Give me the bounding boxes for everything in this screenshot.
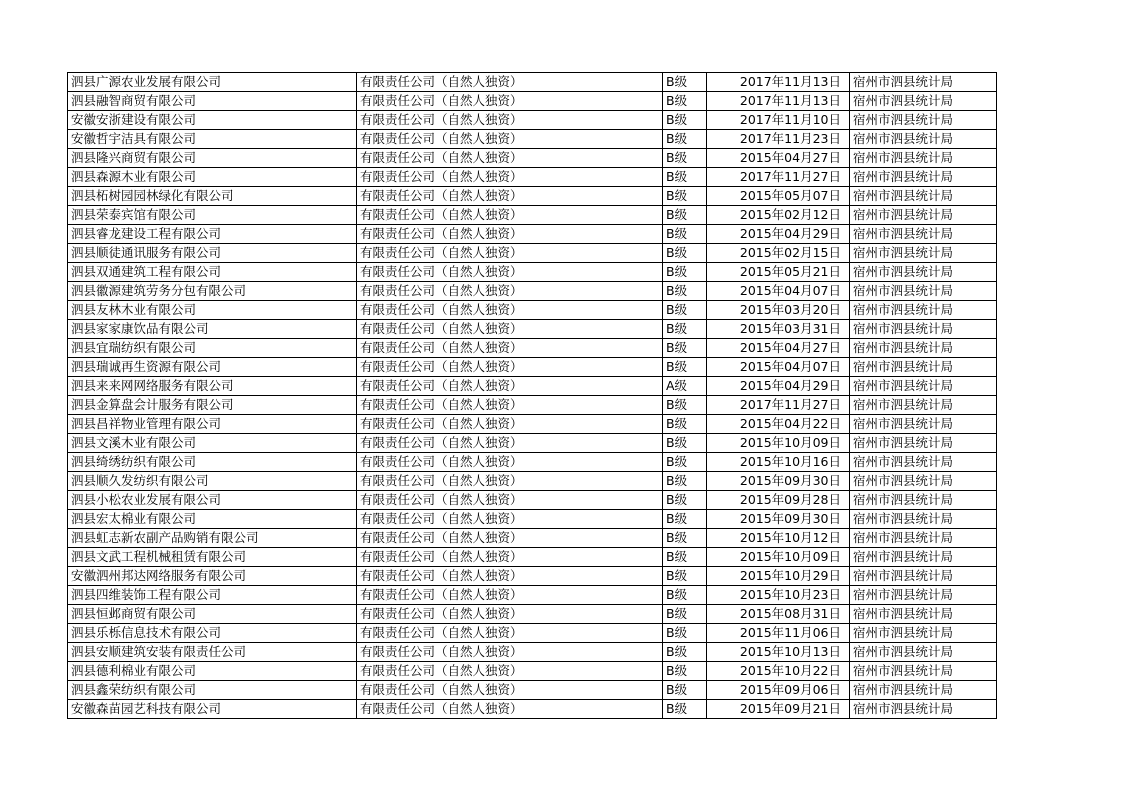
authority-cell: 宿州市泗县统计局 — [850, 453, 997, 472]
company-name-cell: 泗县德利棉业有限公司 — [68, 662, 357, 681]
rating-date-cell: 2015年09月30日 — [707, 510, 850, 529]
rating-date-cell: 2015年04月27日 — [707, 339, 850, 358]
table-row — [68, 510, 997, 529]
company-name-cell: 泗县友林木业有限公司 — [68, 301, 357, 320]
company-type-cell: 有限责任公司（自然人独资） — [357, 415, 663, 434]
authority-cell: 宿州市泗县统计局 — [850, 624, 997, 643]
credit-grade-cell: B级 — [663, 206, 707, 225]
credit-grade-cell: B级 — [663, 168, 707, 187]
table-row — [68, 643, 997, 662]
company-type-cell: 有限责任公司（自然人独资） — [357, 358, 663, 377]
company-name-cell: 泗县四维装饰工程有限公司 — [68, 586, 357, 605]
rating-date-cell: 2015年09月28日 — [707, 491, 850, 510]
company-type-cell: 有限责任公司（自然人独资） — [357, 377, 663, 396]
authority-cell: 宿州市泗县统计局 — [850, 662, 997, 681]
credit-grade-cell: B级 — [663, 453, 707, 472]
authority-cell: 宿州市泗县统计局 — [850, 358, 997, 377]
authority-cell: 宿州市泗县统计局 — [850, 510, 997, 529]
company-credit-table — [67, 72, 997, 719]
company-type-cell: 有限责任公司（自然人独资） — [357, 92, 663, 111]
table-row — [68, 700, 997, 719]
credit-grade-cell: A级 — [663, 377, 707, 396]
rating-date-cell: 2015年04月29日 — [707, 377, 850, 396]
credit-grade-cell: B级 — [663, 149, 707, 168]
credit-grade-cell: B级 — [663, 548, 707, 567]
authority-cell: 宿州市泗县统计局 — [850, 529, 997, 548]
table-row — [68, 130, 997, 149]
company-type-cell: 有限责任公司（自然人独资） — [357, 624, 663, 643]
company-name-cell: 泗县恒邺商贸有限公司 — [68, 605, 357, 624]
table-row — [68, 301, 997, 320]
company-name-cell: 安徽泗州邦达网络服务有限公司 — [68, 567, 357, 586]
credit-grade-cell: B级 — [663, 491, 707, 510]
company-name-cell: 泗县来来网网络服务有限公司 — [68, 377, 357, 396]
table-row — [68, 548, 997, 567]
company-name-cell: 泗县顺久发纺织有限公司 — [68, 472, 357, 491]
company-type-cell: 有限责任公司（自然人独资） — [357, 263, 663, 282]
company-type-cell: 有限责任公司（自然人独资） — [357, 187, 663, 206]
credit-grade-cell: B级 — [663, 92, 707, 111]
rating-date-cell: 2015年02月15日 — [707, 244, 850, 263]
company-type-cell: 有限责任公司（自然人独资） — [357, 567, 663, 586]
company-type-cell: 有限责任公司（自然人独资） — [357, 586, 663, 605]
company-name-cell: 泗县文溪木业有限公司 — [68, 434, 357, 453]
credit-grade-cell: B级 — [663, 529, 707, 548]
table-row — [68, 396, 997, 415]
rating-date-cell: 2015年04月27日 — [707, 149, 850, 168]
rating-date-cell: 2015年04月07日 — [707, 282, 850, 301]
credit-grade-cell: B级 — [663, 472, 707, 491]
company-name-cell: 泗县广源农业发展有限公司 — [68, 73, 357, 92]
rating-date-cell: 2015年04月22日 — [707, 415, 850, 434]
authority-cell: 宿州市泗县统计局 — [850, 263, 997, 282]
credit-grade-cell: B级 — [663, 415, 707, 434]
credit-grade-cell: B级 — [663, 586, 707, 605]
rating-date-cell: 2015年10月12日 — [707, 529, 850, 548]
rating-date-cell: 2015年10月13日 — [707, 643, 850, 662]
authority-cell: 宿州市泗县统计局 — [850, 301, 997, 320]
authority-cell: 宿州市泗县统计局 — [850, 548, 997, 567]
company-name-cell: 泗县绮绣纺织有限公司 — [68, 453, 357, 472]
credit-grade-cell: B级 — [663, 700, 707, 719]
rating-date-cell: 2015年03月31日 — [707, 320, 850, 339]
credit-grade-cell: B级 — [663, 244, 707, 263]
rating-date-cell: 2015年09月30日 — [707, 472, 850, 491]
table-row — [68, 339, 997, 358]
credit-grade-cell: B级 — [663, 339, 707, 358]
company-type-cell: 有限责任公司（自然人独资） — [357, 510, 663, 529]
credit-grade-cell: B级 — [663, 681, 707, 700]
company-name-cell: 泗县顺徒通讯服务有限公司 — [68, 244, 357, 263]
authority-cell: 宿州市泗县统计局 — [850, 73, 997, 92]
authority-cell: 宿州市泗县统计局 — [850, 320, 997, 339]
company-name-cell: 泗县文武工程机械租赁有限公司 — [68, 548, 357, 567]
company-type-cell: 有限责任公司（自然人独资） — [357, 244, 663, 263]
credit-grade-cell: B级 — [663, 111, 707, 130]
table-row — [68, 415, 997, 434]
company-type-cell: 有限责任公司（自然人独资） — [357, 339, 663, 358]
table-row — [68, 263, 997, 282]
table-row — [68, 92, 997, 111]
rating-date-cell: 2015年10月23日 — [707, 586, 850, 605]
table-row — [68, 453, 997, 472]
company-type-cell: 有限责任公司（自然人独资） — [357, 320, 663, 339]
company-name-cell: 泗县家家康饮品有限公司 — [68, 320, 357, 339]
rating-date-cell: 2017年11月13日 — [707, 92, 850, 111]
credit-grade-cell: B级 — [663, 73, 707, 92]
table-body — [68, 73, 997, 719]
company-name-cell: 安徽安浙建设有限公司 — [68, 111, 357, 130]
rating-date-cell: 2015年10月29日 — [707, 567, 850, 586]
table-row — [68, 358, 997, 377]
credit-grade-cell: B级 — [663, 567, 707, 586]
credit-grade-cell: B级 — [663, 320, 707, 339]
credit-grade-cell: B级 — [663, 510, 707, 529]
company-name-cell: 泗县乐栎信息技术有限公司 — [68, 624, 357, 643]
credit-grade-cell: B级 — [663, 282, 707, 301]
authority-cell: 宿州市泗县统计局 — [850, 339, 997, 358]
table-row — [68, 529, 997, 548]
company-type-cell: 有限责任公司（自然人独资） — [357, 206, 663, 225]
company-name-cell: 泗县荣泰宾馆有限公司 — [68, 206, 357, 225]
company-name-cell: 泗县小松农业发展有限公司 — [68, 491, 357, 510]
rating-date-cell: 2015年02月12日 — [707, 206, 850, 225]
company-type-cell: 有限责任公司（自然人独资） — [357, 529, 663, 548]
authority-cell: 宿州市泗县统计局 — [850, 415, 997, 434]
credit-grade-cell: B级 — [663, 396, 707, 415]
company-type-cell: 有限责任公司（自然人独资） — [357, 700, 663, 719]
authority-cell: 宿州市泗县统计局 — [850, 586, 997, 605]
authority-cell: 宿州市泗县统计局 — [850, 643, 997, 662]
authority-cell: 宿州市泗县统计局 — [850, 681, 997, 700]
authority-cell: 宿州市泗县统计局 — [850, 700, 997, 719]
table-row — [68, 187, 997, 206]
company-name-cell: 安徽哲宇洁具有限公司 — [68, 130, 357, 149]
company-name-cell: 泗县融智商贸有限公司 — [68, 92, 357, 111]
company-type-cell: 有限责任公司（自然人独资） — [357, 548, 663, 567]
company-type-cell: 有限责任公司（自然人独资） — [357, 434, 663, 453]
rating-date-cell: 2015年04月07日 — [707, 358, 850, 377]
rating-date-cell: 2017年11月10日 — [707, 111, 850, 130]
rating-date-cell: 2015年11月06日 — [707, 624, 850, 643]
credit-grade-cell: B级 — [663, 662, 707, 681]
table-row — [68, 567, 997, 586]
company-type-cell: 有限责任公司（自然人独资） — [357, 149, 663, 168]
credit-grade-cell: B级 — [663, 301, 707, 320]
table-row — [68, 662, 997, 681]
authority-cell: 宿州市泗县统计局 — [850, 168, 997, 187]
table-row — [68, 111, 997, 130]
rating-date-cell: 2015年10月09日 — [707, 548, 850, 567]
company-type-cell: 有限责任公司（自然人独资） — [357, 453, 663, 472]
table-row — [68, 206, 997, 225]
table-row — [68, 282, 997, 301]
authority-cell: 宿州市泗县统计局 — [850, 92, 997, 111]
authority-cell: 宿州市泗县统计局 — [850, 377, 997, 396]
authority-cell: 宿州市泗县统计局 — [850, 130, 997, 149]
credit-grade-cell: B级 — [663, 225, 707, 244]
company-type-cell: 有限责任公司（自然人独资） — [357, 681, 663, 700]
credit-grade-cell: B级 — [663, 263, 707, 282]
table-row — [68, 244, 997, 263]
company-type-cell: 有限责任公司（自然人独资） — [357, 472, 663, 491]
authority-cell: 宿州市泗县统计局 — [850, 187, 997, 206]
company-name-cell: 泗县宜瑞纺织有限公司 — [68, 339, 357, 358]
company-name-cell: 安徽森苗园艺科技有限公司 — [68, 700, 357, 719]
table-row — [68, 434, 997, 453]
rating-date-cell: 2015年04月29日 — [707, 225, 850, 244]
rating-date-cell: 2015年09月21日 — [707, 700, 850, 719]
company-name-cell: 泗县睿龙建设工程有限公司 — [68, 225, 357, 244]
company-name-cell: 泗县徽源建筑劳务分包有限公司 — [68, 282, 357, 301]
company-name-cell: 泗县森源木业有限公司 — [68, 168, 357, 187]
rating-date-cell: 2015年09月06日 — [707, 681, 850, 700]
rating-date-cell: 2015年10月16日 — [707, 453, 850, 472]
company-type-cell: 有限责任公司（自然人独资） — [357, 396, 663, 415]
rating-date-cell: 2015年10月09日 — [707, 434, 850, 453]
company-name-cell: 泗县隆兴商贸有限公司 — [68, 149, 357, 168]
company-type-cell: 有限责任公司（自然人独资） — [357, 282, 663, 301]
rating-date-cell: 2015年08月31日 — [707, 605, 850, 624]
company-name-cell: 泗县瑞诚再生资源有限公司 — [68, 358, 357, 377]
table-row — [68, 320, 997, 339]
table-row — [68, 377, 997, 396]
company-name-cell: 泗县双通建筑工程有限公司 — [68, 263, 357, 282]
table-row — [68, 472, 997, 491]
authority-cell: 宿州市泗县统计局 — [850, 225, 997, 244]
authority-cell: 宿州市泗县统计局 — [850, 434, 997, 453]
table-row — [68, 681, 997, 700]
company-type-cell: 有限责任公司（自然人独资） — [357, 73, 663, 92]
company-name-cell: 泗县虹志新农副产品购销有限公司 — [68, 529, 357, 548]
table-row — [68, 624, 997, 643]
company-name-cell: 泗县宏太棉业有限公司 — [68, 510, 357, 529]
table-row — [68, 168, 997, 187]
credit-grade-cell: B级 — [663, 130, 707, 149]
credit-grade-cell: B级 — [663, 624, 707, 643]
table-row — [68, 586, 997, 605]
rating-date-cell: 2017年11月23日 — [707, 130, 850, 149]
company-name-cell: 泗县鑫荣纺织有限公司 — [68, 681, 357, 700]
company-type-cell: 有限责任公司（自然人独资） — [357, 605, 663, 624]
rating-date-cell: 2017年11月27日 — [707, 396, 850, 415]
company-type-cell: 有限责任公司（自然人独资） — [357, 225, 663, 244]
rating-date-cell: 2017年11月27日 — [707, 168, 850, 187]
authority-cell: 宿州市泗县统计局 — [850, 472, 997, 491]
credit-grade-cell: B级 — [663, 605, 707, 624]
rating-date-cell: 2015年05月21日 — [707, 263, 850, 282]
credit-grade-cell: B级 — [663, 643, 707, 662]
authority-cell: 宿州市泗县统计局 — [850, 567, 997, 586]
table-row — [68, 605, 997, 624]
company-type-cell: 有限责任公司（自然人独资） — [357, 643, 663, 662]
company-name-cell: 泗县金算盘会计服务有限公司 — [68, 396, 357, 415]
authority-cell: 宿州市泗县统计局 — [850, 149, 997, 168]
authority-cell: 宿州市泗县统计局 — [850, 491, 997, 510]
company-type-cell: 有限责任公司（自然人独资） — [357, 662, 663, 681]
rating-date-cell: 2015年05月07日 — [707, 187, 850, 206]
credit-grade-cell: B级 — [663, 434, 707, 453]
rating-date-cell: 2017年11月13日 — [707, 73, 850, 92]
company-name-cell: 泗县柘树园园林绿化有限公司 — [68, 187, 357, 206]
rating-date-cell: 2015年03月20日 — [707, 301, 850, 320]
company-type-cell: 有限责任公司（自然人独资） — [357, 301, 663, 320]
rating-date-cell: 2015年10月22日 — [707, 662, 850, 681]
company-name-cell: 泗县昌祥物业管理有限公司 — [68, 415, 357, 434]
table-row — [68, 149, 997, 168]
company-name-cell: 泗县安顺建筑安装有限责任公司 — [68, 643, 357, 662]
authority-cell: 宿州市泗县统计局 — [850, 282, 997, 301]
authority-cell: 宿州市泗县统计局 — [850, 244, 997, 263]
authority-cell: 宿州市泗县统计局 — [850, 111, 997, 130]
company-type-cell: 有限责任公司（自然人独资） — [357, 491, 663, 510]
company-type-cell: 有限责任公司（自然人独资） — [357, 111, 663, 130]
table-row — [68, 491, 997, 510]
table-row — [68, 225, 997, 244]
company-type-cell: 有限责任公司（自然人独资） — [357, 130, 663, 149]
credit-grade-cell: B级 — [663, 358, 707, 377]
authority-cell: 宿州市泗县统计局 — [850, 396, 997, 415]
company-type-cell: 有限责任公司（自然人独资） — [357, 168, 663, 187]
authority-cell: 宿州市泗县统计局 — [850, 605, 997, 624]
authority-cell: 宿州市泗县统计局 — [850, 206, 997, 225]
credit-grade-cell: B级 — [663, 187, 707, 206]
table-row — [68, 73, 997, 92]
